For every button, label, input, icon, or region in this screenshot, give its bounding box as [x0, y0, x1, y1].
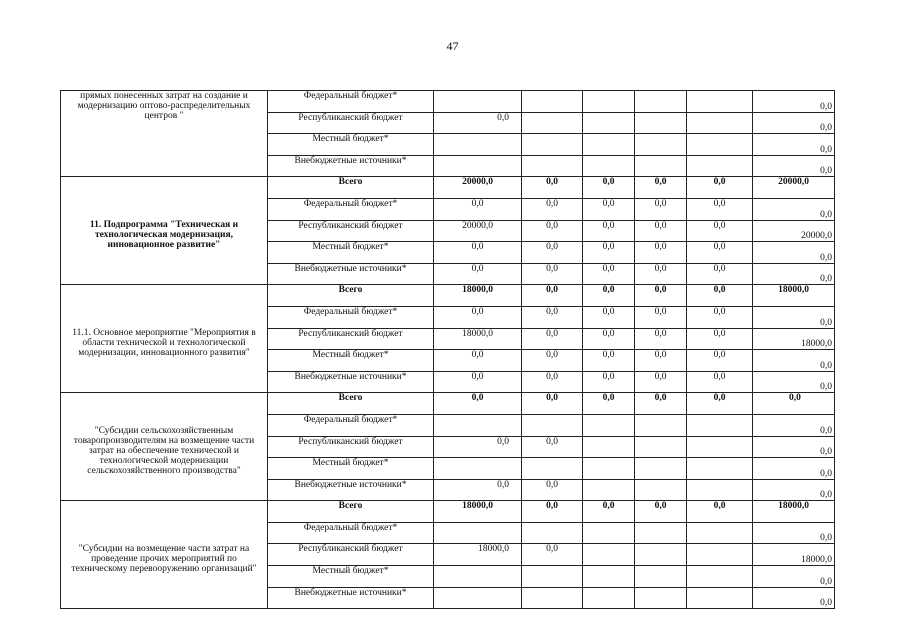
value-cell: 0,0 — [635, 285, 687, 307]
section-title: "Субсидии на возмещение части затрат на проведение прочих мероприятий по техническому перевооружению организаций" — [61, 501, 268, 609]
value-cell: 0,0 — [522, 263, 583, 285]
value-cell — [434, 458, 522, 480]
value-cell — [583, 112, 635, 134]
value-cell — [434, 91, 522, 113]
value-cell — [687, 566, 753, 588]
value-cell — [635, 566, 687, 588]
funding-source: Республиканский бюджет — [268, 544, 434, 566]
value-cell — [434, 566, 522, 588]
value-cell: 0,0 — [434, 112, 522, 134]
total-cell: 20000,0 — [753, 220, 835, 242]
total-cell: 18000,0 — [753, 328, 835, 350]
total-cell: 0,0 — [753, 522, 835, 544]
total-cell: 0,0 — [753, 134, 835, 156]
value-cell: 0,0 — [434, 393, 522, 415]
value-cell — [687, 91, 753, 113]
total-cell: 0,0 — [753, 155, 835, 177]
value-cell — [583, 479, 635, 501]
value-cell — [583, 155, 635, 177]
value-cell — [687, 414, 753, 436]
total-cell: 0,0 — [753, 371, 835, 393]
value-cell: 0,0 — [434, 371, 522, 393]
value-cell — [583, 414, 635, 436]
value-cell: 0,0 — [583, 393, 635, 415]
value-cell — [522, 155, 583, 177]
value-cell: 0,0 — [687, 263, 753, 285]
funding-source: Местный бюджет* — [268, 350, 434, 372]
funding-source: Внебюджетные источники* — [268, 587, 434, 609]
budget-table — [60, 90, 835, 609]
value-cell — [434, 134, 522, 156]
total-cell: 0,0 — [753, 242, 835, 264]
table-body — [61, 91, 835, 609]
value-cell — [522, 414, 583, 436]
total-cell: 0,0 — [753, 458, 835, 480]
value-cell: 0,0 — [687, 350, 753, 372]
total-cell: 0,0 — [753, 263, 835, 285]
value-cell: 0,0 — [522, 501, 583, 523]
value-cell: 0,0 — [635, 306, 687, 328]
value-cell: 0,0 — [522, 371, 583, 393]
value-cell — [635, 91, 687, 113]
funding-source: Республиканский бюджет — [268, 220, 434, 242]
value-cell: 0,0 — [583, 242, 635, 264]
total-cell: 18000,0 — [753, 544, 835, 566]
funding-source: Федеральный бюджет* — [268, 198, 434, 220]
value-cell: 0,0 — [522, 350, 583, 372]
funding-source: Местный бюджет* — [268, 134, 434, 156]
section-title: 11.1. Основное мероприятие "Мероприятия в области технической и технологической модернизации, инновационного развития" — [61, 285, 268, 393]
value-cell — [635, 155, 687, 177]
total-cell: 20000,0 — [753, 177, 835, 199]
value-cell: 0,0 — [434, 350, 522, 372]
value-cell — [583, 458, 635, 480]
funding-source: Всего — [268, 501, 434, 523]
value-cell: 0,0 — [522, 436, 583, 458]
value-cell: 0,0 — [583, 198, 635, 220]
value-cell — [583, 134, 635, 156]
value-cell: 0,0 — [434, 306, 522, 328]
value-cell: 0,0 — [687, 501, 753, 523]
section-title: прямых понесенных затрат на создание и модернизацию оптово-распределительных центров " — [61, 91, 268, 177]
value-cell — [583, 544, 635, 566]
funding-source: Всего — [268, 285, 434, 307]
value-cell — [635, 134, 687, 156]
value-cell — [583, 587, 635, 609]
value-cell: 0,0 — [522, 220, 583, 242]
table-row — [61, 501, 835, 523]
value-cell — [583, 566, 635, 588]
funding-source: Республиканский бюджет — [268, 436, 434, 458]
value-cell — [522, 458, 583, 480]
value-cell: 0,0 — [522, 328, 583, 350]
value-cell: 18000,0 — [434, 544, 522, 566]
value-cell — [687, 544, 753, 566]
value-cell — [687, 112, 753, 134]
value-cell: 0,0 — [635, 263, 687, 285]
value-cell — [635, 112, 687, 134]
funding-source: Федеральный бюджет* — [268, 414, 434, 436]
value-cell: 0,0 — [687, 285, 753, 307]
value-cell: 0,0 — [635, 198, 687, 220]
value-cell: 0,0 — [635, 501, 687, 523]
value-cell: 0,0 — [687, 220, 753, 242]
value-cell: 0,0 — [434, 436, 522, 458]
value-cell — [522, 522, 583, 544]
value-cell: 0,0 — [635, 393, 687, 415]
funding-source: Внебюджетные источники* — [268, 263, 434, 285]
table-row — [61, 285, 835, 307]
value-cell: 0,0 — [635, 350, 687, 372]
total-cell: 0,0 — [753, 587, 835, 609]
value-cell — [522, 112, 583, 134]
value-cell — [635, 458, 687, 480]
total-cell: 18000,0 — [753, 501, 835, 523]
value-cell: 0,0 — [434, 479, 522, 501]
value-cell: 0,0 — [635, 220, 687, 242]
value-cell — [522, 566, 583, 588]
total-cell: 0,0 — [753, 112, 835, 134]
total-cell: 0,0 — [753, 350, 835, 372]
value-cell: 0,0 — [583, 263, 635, 285]
value-cell: 20000,0 — [434, 220, 522, 242]
value-cell: 0,0 — [583, 350, 635, 372]
value-cell — [635, 544, 687, 566]
value-cell: 0,0 — [522, 198, 583, 220]
value-cell: 0,0 — [434, 242, 522, 264]
value-cell: 0,0 — [687, 306, 753, 328]
value-cell: 0,0 — [635, 328, 687, 350]
value-cell: 0,0 — [687, 371, 753, 393]
value-cell — [687, 479, 753, 501]
value-cell: 0,0 — [687, 242, 753, 264]
value-cell: 0,0 — [687, 328, 753, 350]
value-cell: 0,0 — [583, 328, 635, 350]
total-cell: 0,0 — [753, 306, 835, 328]
value-cell: 20000,0 — [434, 177, 522, 199]
value-cell: 0,0 — [635, 242, 687, 264]
funding-source: Внебюджетные источники* — [268, 479, 434, 501]
funding-source: Всего — [268, 177, 434, 199]
value-cell: 0,0 — [583, 306, 635, 328]
value-cell — [635, 479, 687, 501]
value-cell — [583, 436, 635, 458]
value-cell: 0,0 — [583, 177, 635, 199]
table-row — [61, 91, 835, 113]
total-cell: 0,0 — [753, 566, 835, 588]
value-cell — [635, 414, 687, 436]
value-cell — [687, 587, 753, 609]
total-cell: 0,0 — [753, 479, 835, 501]
value-cell: 0,0 — [635, 371, 687, 393]
value-cell — [635, 522, 687, 544]
total-cell: 0,0 — [753, 91, 835, 113]
value-cell: 0,0 — [434, 263, 522, 285]
value-cell — [687, 522, 753, 544]
value-cell: 0,0 — [687, 198, 753, 220]
total-cell: 18000,0 — [753, 285, 835, 307]
value-cell: 0,0 — [522, 177, 583, 199]
value-cell — [635, 587, 687, 609]
funding-source: Федеральный бюджет* — [268, 306, 434, 328]
value-cell: 0,0 — [522, 285, 583, 307]
funding-source: Местный бюджет* — [268, 242, 434, 264]
value-cell — [434, 522, 522, 544]
value-cell: 0,0 — [583, 371, 635, 393]
value-cell — [522, 91, 583, 113]
funding-source: Всего — [268, 393, 434, 415]
value-cell — [434, 414, 522, 436]
total-cell: 0,0 — [753, 414, 835, 436]
value-cell — [687, 134, 753, 156]
page-number: 47 — [446, 39, 459, 53]
value-cell: 18000,0 — [434, 285, 522, 307]
value-cell — [434, 587, 522, 609]
value-cell: 0,0 — [522, 242, 583, 264]
value-cell — [583, 91, 635, 113]
value-cell — [522, 134, 583, 156]
value-cell — [687, 436, 753, 458]
value-cell: 0,0 — [522, 479, 583, 501]
funding-source: Местный бюджет* — [268, 458, 434, 480]
value-cell: 0,0 — [635, 177, 687, 199]
total-cell: 0,0 — [753, 436, 835, 458]
funding-source: Республиканский бюджет — [268, 112, 434, 134]
value-cell: 0,0 — [522, 393, 583, 415]
funding-source: Внебюджетные источники* — [268, 371, 434, 393]
value-cell: 0,0 — [522, 306, 583, 328]
table-row — [61, 393, 835, 415]
funding-source: Местный бюджет* — [268, 566, 434, 588]
funding-source: Республиканский бюджет — [268, 328, 434, 350]
value-cell: 0,0 — [583, 220, 635, 242]
value-cell: 0,0 — [687, 393, 753, 415]
value-cell: 0,0 — [687, 177, 753, 199]
table-row — [61, 177, 835, 199]
value-cell: 18000,0 — [434, 328, 522, 350]
value-cell: 0,0 — [583, 285, 635, 307]
value-cell: 0,0 — [522, 544, 583, 566]
total-cell: 0,0 — [753, 393, 835, 415]
value-cell — [522, 587, 583, 609]
value-cell — [583, 522, 635, 544]
value-cell — [635, 436, 687, 458]
section-title: 11. Подпрограмма "Техническая и технологическая модернизация, инновационное развитие" — [61, 177, 268, 285]
value-cell: 0,0 — [583, 501, 635, 523]
value-cell: 0,0 — [434, 198, 522, 220]
funding-source: Федеральный бюджет* — [268, 522, 434, 544]
funding-source: Внебюджетные источники* — [268, 155, 434, 177]
value-cell: 18000,0 — [434, 501, 522, 523]
total-cell: 0,0 — [753, 198, 835, 220]
value-cell — [687, 155, 753, 177]
value-cell — [434, 155, 522, 177]
section-title: "Субсидии сельскохозяйственным товаропроизводителям на возмещение части затрат на обеспечение технической и технологической модернизации сельскохозяйственного производства" — [61, 393, 268, 501]
funding-source: Федеральный бюджет* — [268, 91, 434, 113]
value-cell — [687, 458, 753, 480]
